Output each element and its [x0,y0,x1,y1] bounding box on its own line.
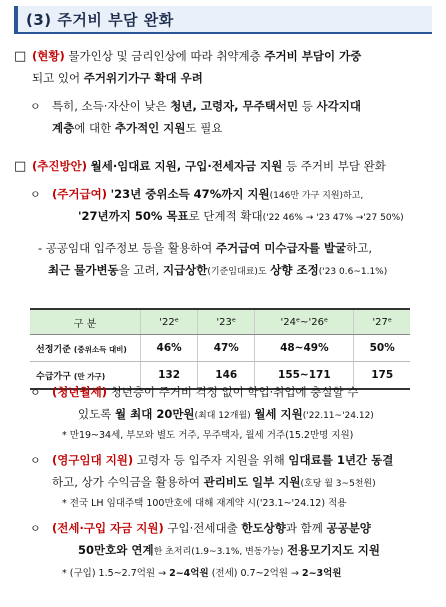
pr-text-d: 관리비도 일부 지원 [203,475,301,489]
status-sub-line-1 [52,96,361,116]
table-cell: 47% [198,335,255,362]
sub-text-e: 계층 [52,121,75,135]
section-title-bar [14,6,432,32]
table-header-row [30,309,410,335]
dash-text-a: - 공공임대 입주정보 등을 활용하여 [38,241,213,255]
ls-note-a: * (구입) 1.5~2.7억원 → [62,568,167,579]
table-row [30,335,410,362]
status-tag: (현황) [32,49,65,63]
dash-text-g: (기준임대료)도 [207,267,267,277]
youth-rent-line-2 [78,404,374,426]
table-cell: 132 [141,362,198,390]
ls-text-a: 구입·전세대출 [167,521,238,535]
table-cell: 50% [354,335,410,362]
status-text-b: 주거비 부담이 가중 [264,49,362,63]
ls-text-c: 과 함께 [285,521,323,535]
table-header: '24ᵉ~'26ᵉ [255,309,354,335]
dash-text-e: 을 고려, [118,263,160,277]
circle-bullet-icon: ㅇ [30,188,41,201]
ls-text-f: 한 초저리(1.9~3.1%, 변동가능) [153,547,284,557]
status-text-d: 주거위기가구 확대 우려 [83,71,203,85]
loan-support-note [62,566,342,582]
ls-note-c: (전세) 0.7~2억원 → [211,568,299,579]
dash-text-b: 주거급여 미수급자를 발굴 [215,241,347,255]
loan-support-line-1 [52,518,371,538]
permanent-rental-line-1 [52,450,393,470]
table-cell: 46% [141,335,198,362]
youth-rent-text-c: 월 최대 20만원 [114,407,195,421]
row-label-text: 선정기준 [36,344,71,355]
status-line-1 [32,46,361,66]
dash-text-f: 지급상한 [162,263,208,277]
youth-rent-text-e: 월세 지원 [254,407,303,421]
dash-text-h: 상향 조정 [270,263,319,277]
housing-benefit-tag: (주거급여) [52,187,107,201]
table-cell: 146 [198,362,255,390]
youth-rent-text-d: (최대 12개월) [194,411,251,421]
hb-text-b: (146만 가구 지원)하고, [269,191,364,201]
loan-support-line-2 [78,540,380,562]
pr-text-b: 임대료를 1년간 동결 [288,453,394,467]
table-header: '22ᵉ [141,309,198,335]
ls-note-d: 2~3억원 [301,568,342,579]
section-title: (3) 주거비 부담 완화 [26,11,174,29]
hb-text-a: '23년 중위소득 47%까지 지원 [110,187,270,201]
sub-text-b: 청년, 고령자, 무주택서민 [170,99,299,113]
status-text-a: 물가인상 및 금리인상에 따라 취약계층 [68,49,261,63]
table-header: '23ᵉ [198,309,255,335]
plan-tag: (추진방안) [32,159,87,173]
loan-support-tag: (전세·구입 자금 지원) [52,521,164,535]
youth-rent-text-f: ('22.11~'24.12) [302,411,374,421]
hb-text-e: ('22 46% → '23 47% →'27 50%) [262,213,404,223]
plan-heading [32,156,386,176]
status-line-2 [32,68,203,88]
table-cell: 48~49% [255,335,354,362]
hb-text-d: 로 단계적 확대 [188,209,263,223]
circle-bullet-icon: ㅇ [30,100,41,113]
dash-text-d: 최근 물가변동 [48,263,119,277]
dash-text-i: ('23 0.6~1.1%) [318,267,388,277]
row-label-sub: (만 가구) [73,371,106,381]
pr-text-c: 하고, 상가 수익금을 활용하여 [52,475,200,489]
sub-text-h: 도 필요 [185,121,223,135]
dash-text-c: 하고, [346,241,373,255]
table-cell: 155~171 [255,362,354,390]
housing-benefit-line-2 [78,206,404,228]
pr-text-e: (호당 월 3~5천원) [300,479,376,489]
youth-rent-note: * 만19~34세, 부모와 별도 거주, 무주택자, 월세 거주(15.2만명 지원) [62,430,354,441]
ls-text-d: 공공분양 [326,521,371,535]
row-label [30,335,141,362]
ls-text-g: 전용모기지도 지원 [287,543,380,557]
square-bullet-icon: □ [14,49,27,64]
ls-text-b: 한도상향 [241,521,286,535]
row-label-text: 수급가구 [36,371,71,382]
pr-text-a: 고령자 등 입주자 지원을 위해 [136,453,285,467]
sub-text-c: 등 [301,99,313,113]
circle-bullet-icon: ㅇ [30,454,41,467]
table-cell: 175 [354,362,410,390]
status-sub-line-2 [52,118,223,138]
sub-text-f: 에 대한 [74,121,112,135]
plan-heading-b: 등 주거비 부담 완화 [286,159,386,173]
sub-text-d: 사각지대 [316,99,361,113]
youth-rent-text-b: 있도록 [78,407,112,421]
youth-rent-text-a: 청년층이 주거비 걱정 없이 학업·취업에 충실할 수 [110,385,359,399]
square-bullet-icon: □ [14,159,27,174]
housing-benefit-line-1 [52,184,363,206]
status-text-c: 되고 있어 [32,71,81,85]
permanent-rental-line-2 [52,472,376,494]
plan-heading-a: 월세·임대료 지원, 구입·전세자금 지원 [90,159,283,173]
row-label-sub: (중위소득 대비) [73,344,127,354]
title-underline [14,32,432,34]
sub-text-a: 특히, 소득·자산이 낮은 [52,99,167,113]
permanent-rental-tag: (영구임대 지원) [52,453,134,467]
hb-text-c: '27년까지 50% 목표 [78,209,189,223]
youth-rent-tag: (청년월세) [52,385,107,399]
table-header: 구 분 [30,309,141,335]
permanent-rental-note: * 전국 LH 임대주택 100만호에 대해 재계약 시('23.1~'24.12) 적용 [62,498,347,509]
dash-line-2 [48,260,387,282]
ls-note-b: 2~4억원 [169,568,209,579]
benefit-table [30,308,410,390]
sub-text-g: 추가적인 지원 [114,121,186,135]
circle-bullet-icon: ㅇ [30,522,41,535]
table-header: '27ᵉ [354,309,410,335]
ls-text-e: 50만호와 연계 [78,543,154,557]
youth-rent-line-1 [52,382,358,402]
dash-line-1 [38,238,372,258]
circle-bullet-icon: ㅇ [30,386,41,399]
